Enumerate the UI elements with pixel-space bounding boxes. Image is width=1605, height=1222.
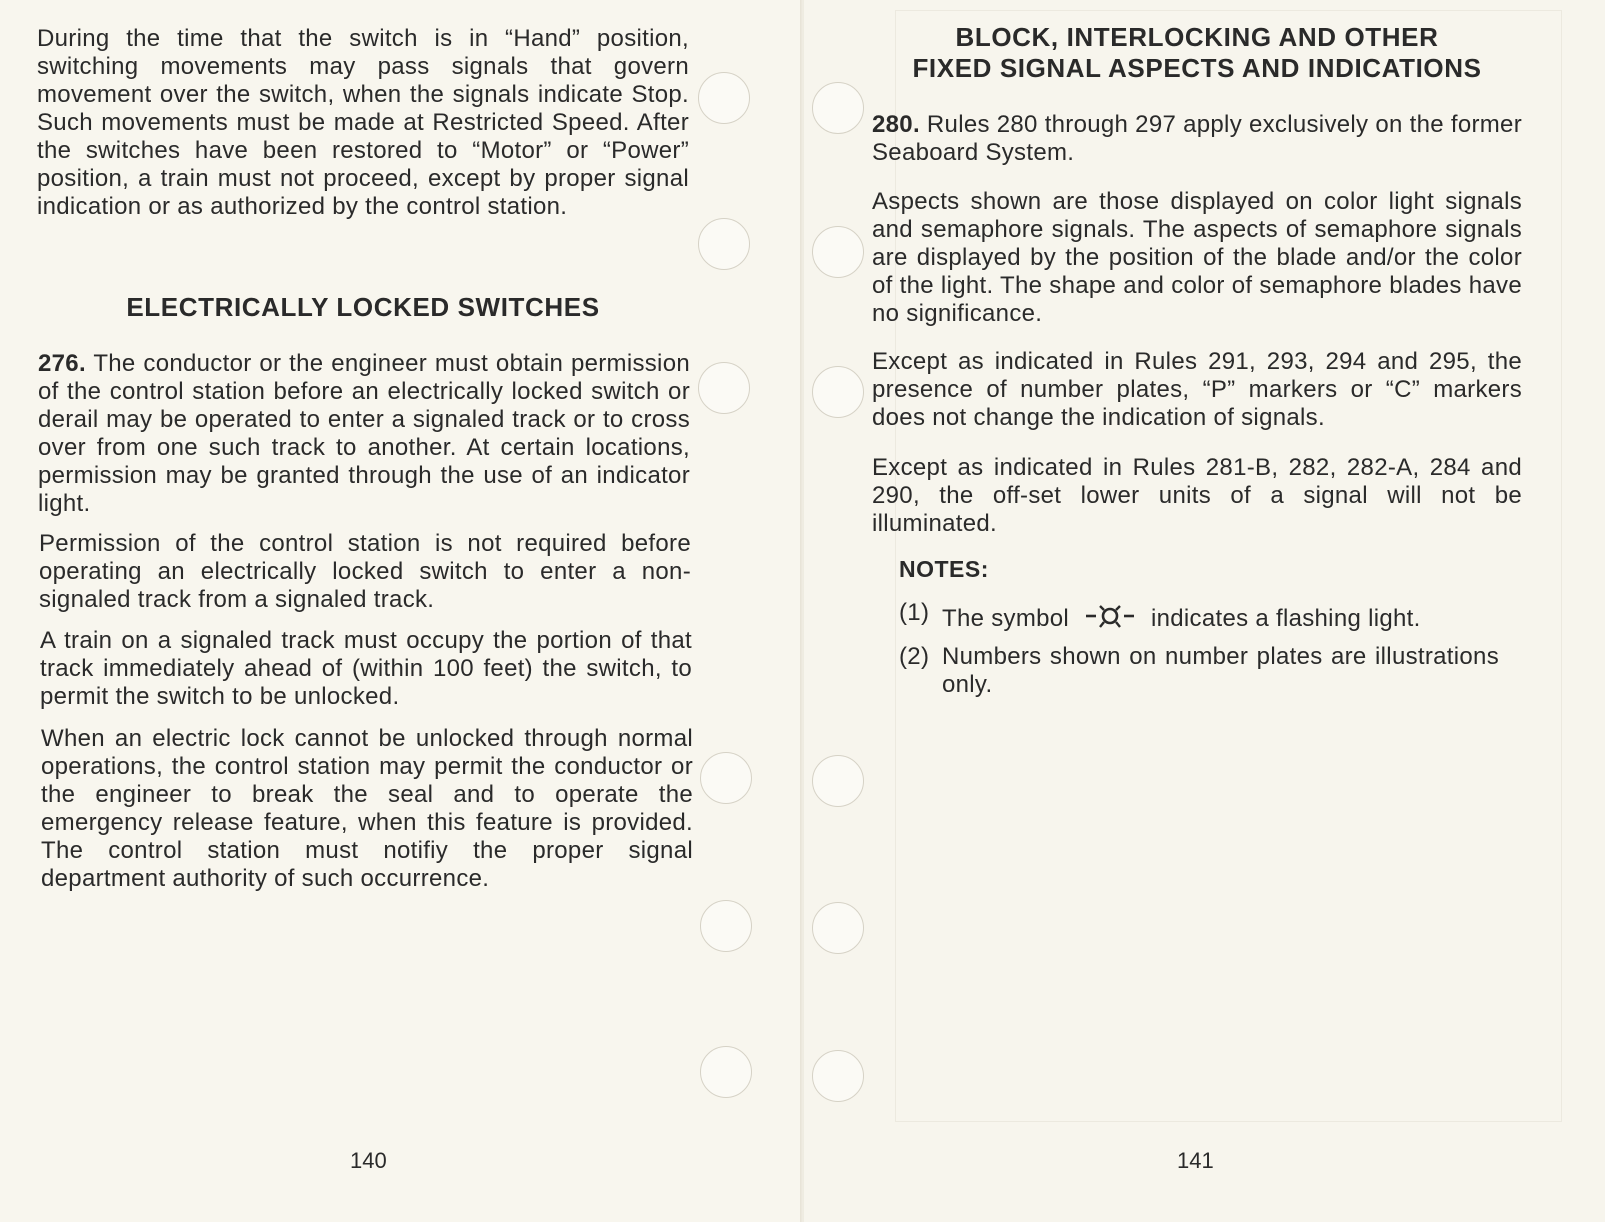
binder-hole — [812, 902, 864, 954]
rule-text: The conductor or the engineer must obtain permission of the control station before an electrically locked switch or derail may be operated to enter a signaled track or to cross over from one such track to another. At certain locations, permission may be granted through the use of an indicator light. — [38, 350, 690, 517]
heading-text: ELECTRICALLY LOCKED SWITCHES — [126, 292, 600, 322]
section-heading — [37, 292, 689, 323]
heading-line: FIXED SIGNAL ASPECTS AND INDICATIONS — [912, 53, 1482, 83]
note-body — [942, 599, 1421, 640]
notes-title: NOTES: — [899, 556, 989, 582]
binder-hole — [812, 366, 864, 418]
show-through-background — [895, 10, 1562, 1122]
binder-hole — [812, 755, 864, 807]
rule-number: 276. — [38, 350, 86, 377]
paragraph-text: Aspects shown are those displayed on color light signals and semaphore signals. The aspects of semaphore signals are displayed by the position of the blade and/or the color of the light. The shape and color of semaphore blades have no significance. — [872, 188, 1522, 327]
number-plates-paragraph — [872, 348, 1522, 432]
rule-276-paragraph — [38, 350, 690, 518]
note-body: Numbers shown on number plates are illustrations only. — [942, 643, 1499, 698]
note-text: The symbol — [942, 604, 1070, 632]
binder-hole — [812, 1050, 864, 1102]
binder-hole — [812, 82, 864, 134]
left-page — [0, 0, 802, 1222]
binder-hole — [812, 226, 864, 278]
emergency-release-paragraph — [41, 725, 693, 893]
note-1 — [899, 599, 1519, 631]
flashing-light-icon — [1084, 599, 1136, 640]
paragraph-text: Except as indicated in Rules 291, 293, 294 and 295, the presence of number plates, “P” markers or “C” markers does not change the indication of signals. — [872, 348, 1522, 431]
note-2 — [899, 643, 1499, 703]
rule-text: Rules 280 through 297 apply exclusively on the former Seaboard System. — [872, 111, 1522, 166]
note-text: indicates a flashing light. — [1150, 604, 1421, 632]
binder-hole — [700, 1046, 752, 1098]
offset-units-paragraph — [872, 454, 1522, 538]
binder-hole — [700, 900, 752, 952]
binder-hole — [700, 752, 752, 804]
heading-line: BLOCK, INTERLOCKING AND OTHER — [955, 22, 1439, 52]
binder-hole — [698, 218, 750, 270]
paragraph-text: When an electric lock cannot be unlocked through normal operations, the control station may permit the conductor or the engineer to break the seal and to operate the emergency release feature, when this feature is provided. The control station must notifiy the proper signal department authority of such occurrence. — [41, 725, 693, 892]
paragraph-text: Except as indicated in Rules 281-B, 282, 282-A, 284 and 290, the off-set lower units of a signal will not be illuminated. — [872, 454, 1522, 537]
page-number: 140 — [350, 1148, 387, 1173]
binder-hole — [698, 362, 750, 414]
binder-hole — [698, 72, 750, 124]
aspects-paragraph — [872, 188, 1522, 328]
rule-number: 280. — [872, 111, 920, 138]
paragraph-text: During the time that the switch is in “Hand” position, switching movements may pass signals that govern movement over the switch, when the signals indicate Stop. Such movements must be made at Restricted Speed. After the switches have been restored to “Motor” or “Power” position, a train must not proceed, except by proper signal indication or as authorized by the control station. — [37, 25, 689, 220]
right-page-heading — [872, 22, 1522, 84]
rule-280-paragraph — [872, 111, 1522, 167]
switch-hand-position-paragraph — [37, 25, 689, 221]
page-number: 141 — [1177, 1148, 1214, 1173]
paragraph-text: A train on a signaled track must occupy the portion of that track immediately ahead of (within 100 feet) the switch, to permit the switch to be unlocked. — [40, 627, 692, 710]
occupy-track-paragraph — [40, 627, 692, 711]
permission-paragraph — [39, 530, 691, 614]
note-number: (2) — [899, 643, 930, 670]
note-number: (1) — [899, 599, 930, 626]
paragraph-text: Permission of the control station is not required before operating an electrically locked switch to enter a non-signaled track from a signaled track. — [39, 530, 691, 613]
